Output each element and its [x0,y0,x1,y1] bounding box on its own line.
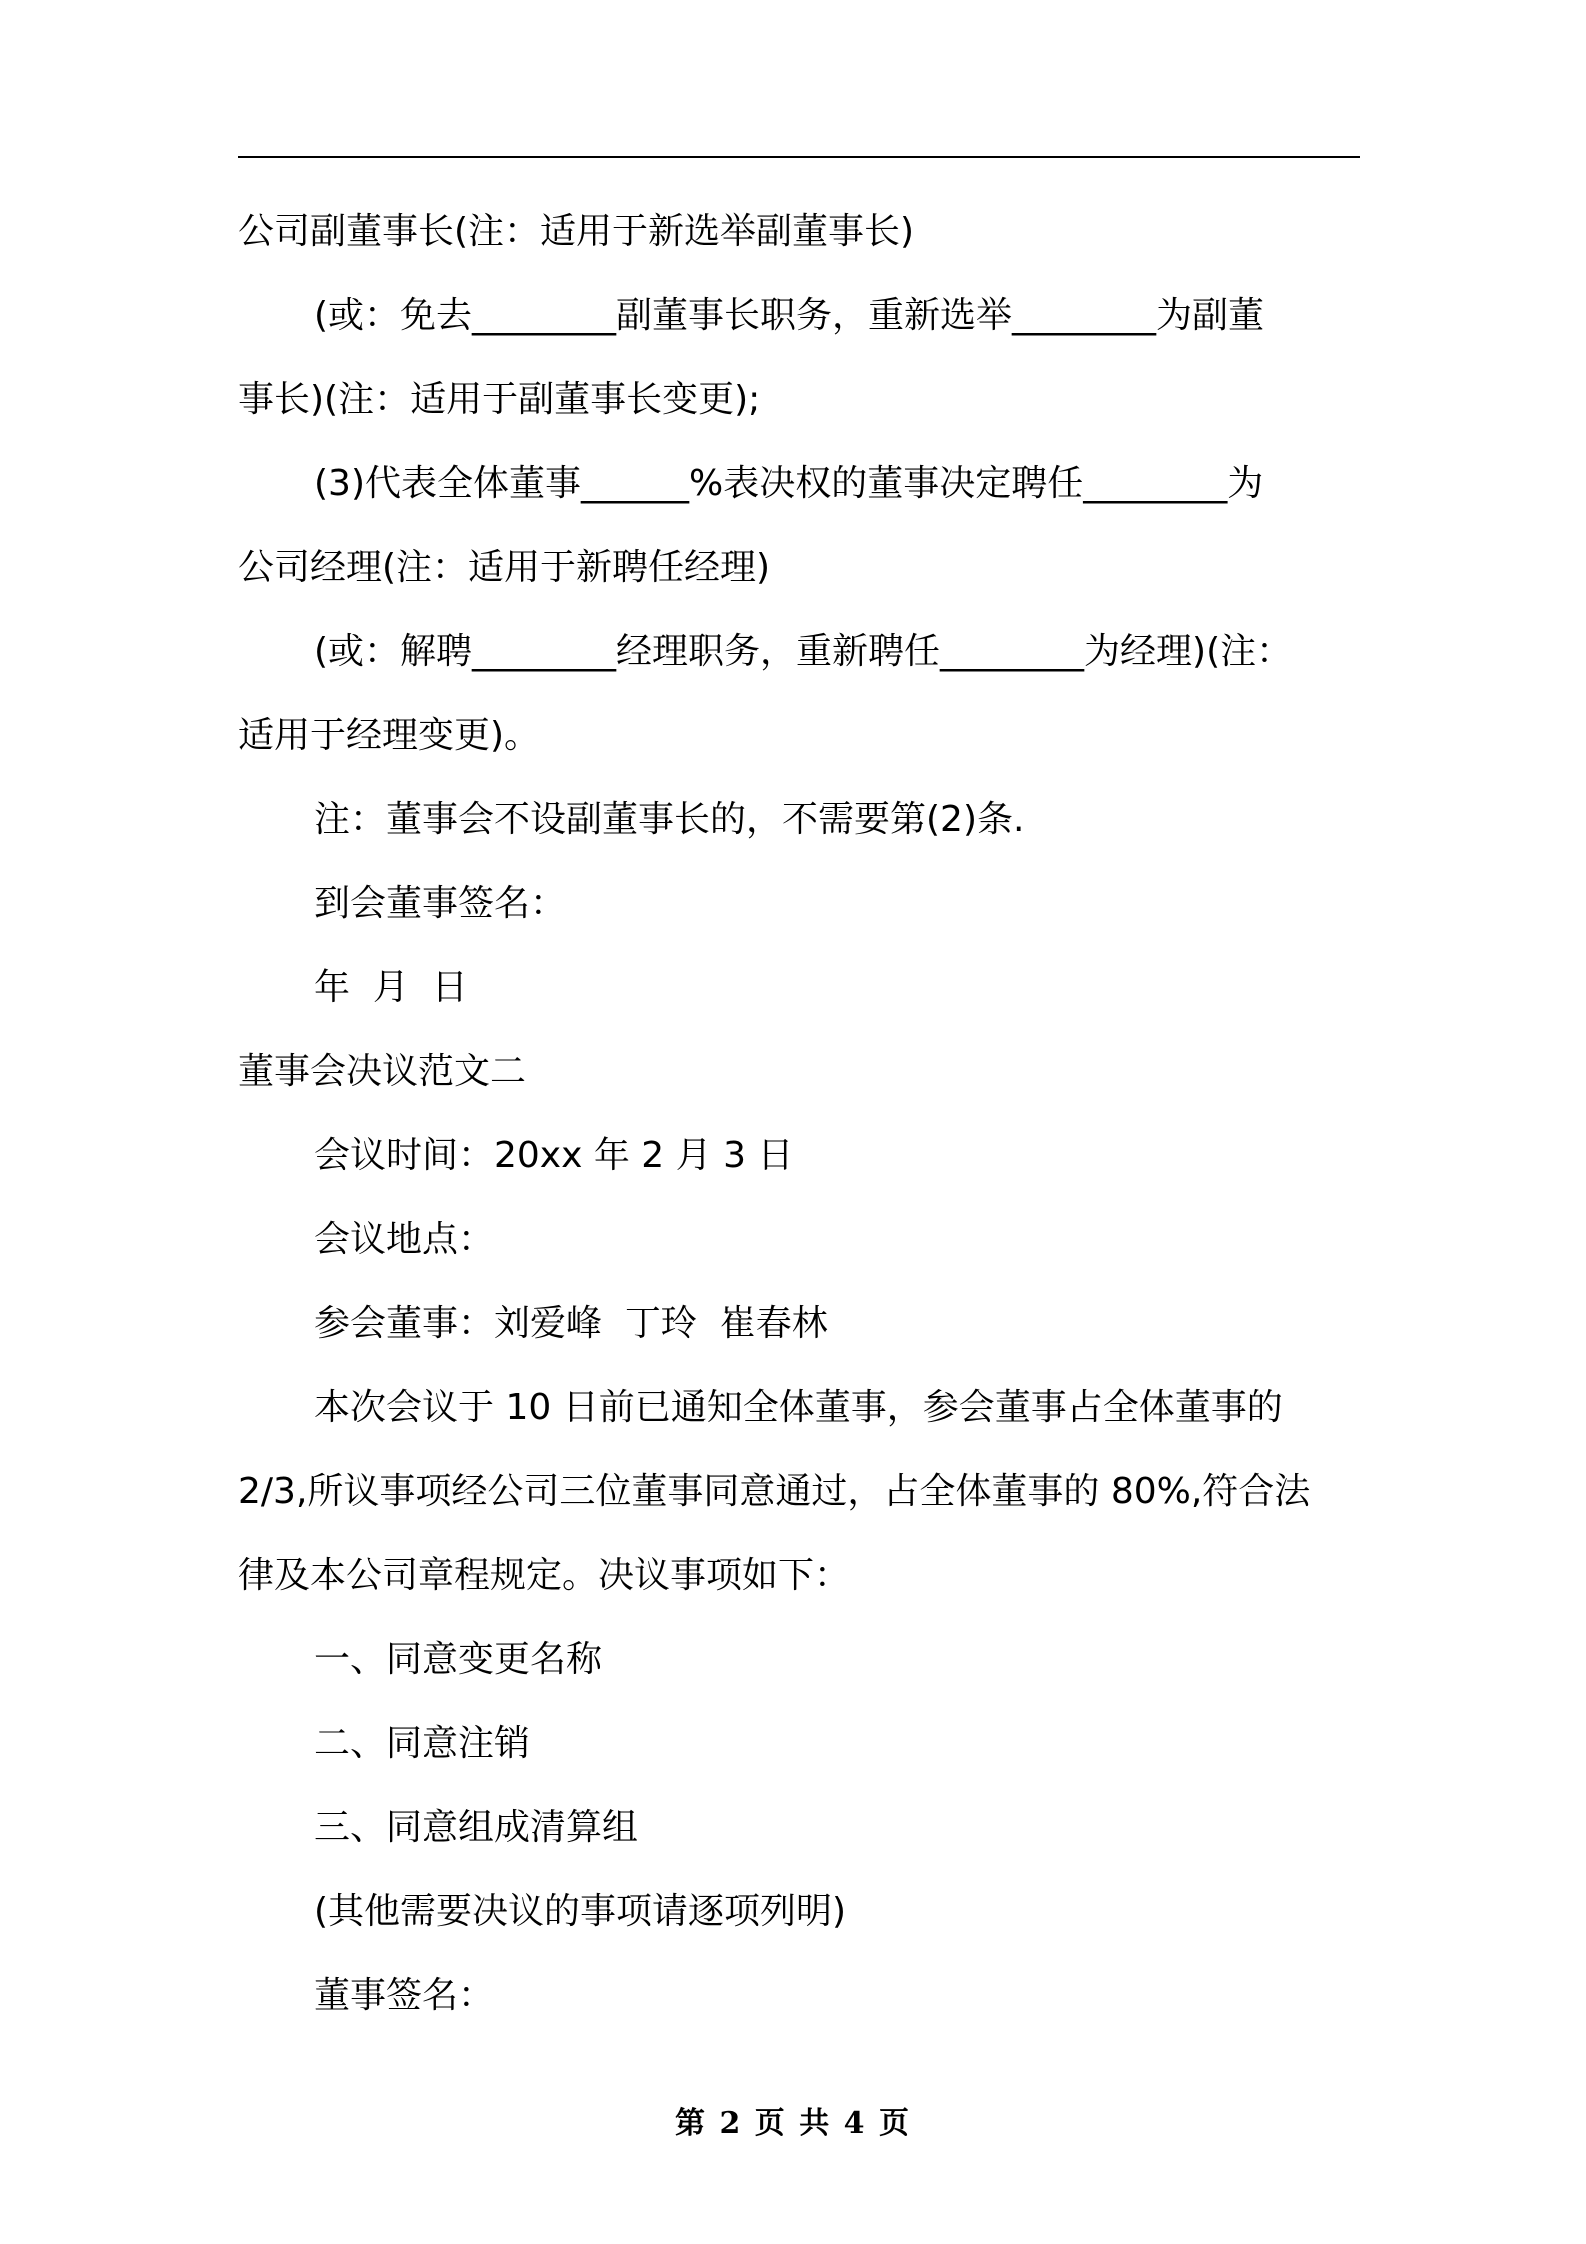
resolution-item: 三、同意组成清算组 [314,1807,639,1848]
date-line: 年 月 日 [314,967,468,1008]
text-line: (或：免去________副董事长职务，重新选举________为副董 [314,295,1265,336]
text-line: (其他需要决议的事项请逐项列明) [314,1891,847,1932]
text-line: 律及本公司章程规定。决议事项如下： [238,1555,851,1596]
text-line: 注：董事会不设副董事长的，不需要第(2)条. [314,799,1025,840]
text-line: 本次会议于 10 日前已通知全体董事，参会董事占全体董事的 [314,1387,1283,1428]
text-line: 公司经理(注：适用于新聘任经理) [238,547,771,588]
text-line: 适用于经理变更)。 [238,715,541,756]
text-line: 公司副董事长(注：适用于新选举副董事长) [238,211,915,252]
resolution-item: 二、同意注销 [314,1723,531,1764]
text-line: 到会董事签名： [314,883,567,924]
text-line: 事长)(注：适用于副董事长变更); [238,379,761,420]
text-line: 2/3,所议事项经公司三位董事同意通过，占全体董事的 80%,符合法 [238,1471,1311,1512]
resolution-item: 一、同意变更名称 [314,1639,603,1680]
meeting-time: 会议时间：20xx 年 2 月 3 日 [314,1135,794,1176]
section-heading: 董事会决议范文二 [238,1051,527,1092]
header-rule [238,156,1360,158]
meeting-place: 会议地点： [314,1219,495,1260]
signature-line: 董事签名： [314,1975,495,2016]
document-body [238,190,1368,2038]
text-line: (3)代表全体董事______%表决权的董事决定聘任________为 [314,463,1264,504]
text-line: (或：解聘________经理职务，重新聘任________为经理)(注： [314,631,1293,672]
page-number: 第 2 页 共 4 页 [675,2106,911,2141]
attending-directors: 参会董事：刘爱峰 丁玲 崔春林 [314,1303,828,1344]
